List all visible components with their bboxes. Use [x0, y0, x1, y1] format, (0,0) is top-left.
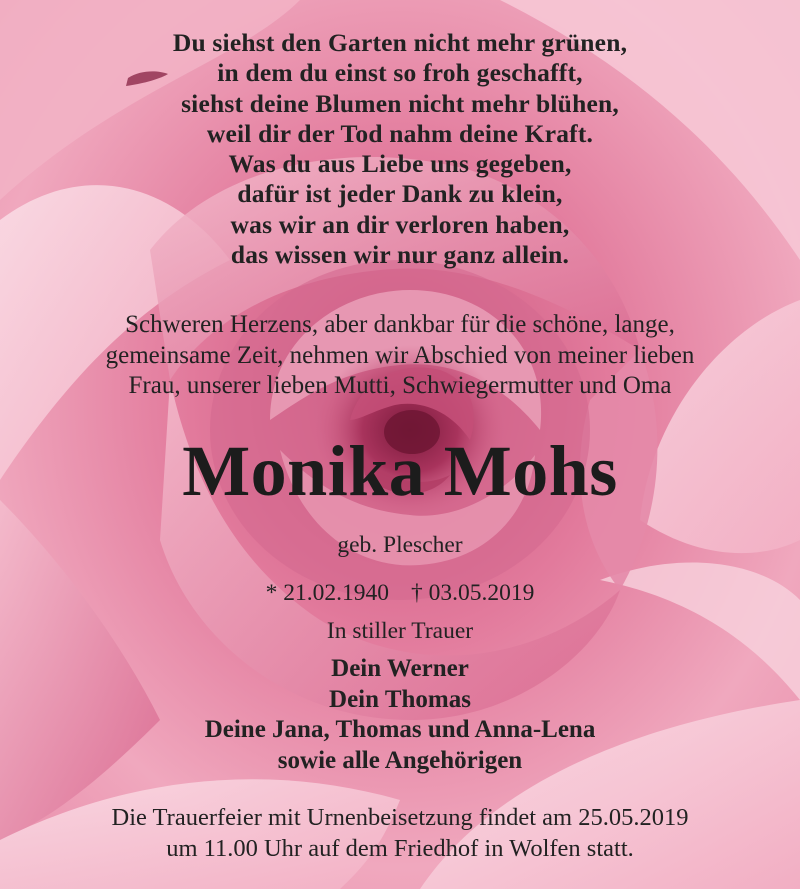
- intro-line: gemeinsame Zeit, nehmen wir Abschied von meiner lieben: [105, 341, 695, 369]
- mourner: Dein Thomas: [329, 685, 471, 713]
- funeral-line: um 11.00 Uhr auf dem Friedhof in Wolfen statt.: [166, 835, 634, 862]
- intro-line: Schweren Herzens, aber dankbar für die schöne, lange,: [125, 311, 675, 338]
- death-date: † 03.05.2019: [411, 580, 535, 606]
- mourner: sowie alle Angehörigen: [277, 746, 523, 774]
- birth-date: * 21.02.1940: [265, 580, 389, 606]
- poem-line: weil dir der Tod nahm deine Kraft.: [206, 118, 594, 148]
- poem-line: in dem du einst so froh geschafft,: [217, 58, 583, 88]
- deceased-name: Monika Mohs: [182, 431, 618, 511]
- poem-line: dafür ist jeder Dank zu klein,: [237, 179, 563, 209]
- mourners-list: [0, 654, 800, 776]
- mourner: Dein Werner: [331, 655, 469, 682]
- funeral-line: Die Trauerfeier mit Urnenbeisetzung findet am 25.05.2019: [111, 804, 689, 831]
- poem: [0, 28, 800, 270]
- mourning-line: In stiller Trauer: [326, 618, 474, 644]
- mourner: Deine Jana, Thomas und Anna-Lena: [204, 716, 596, 743]
- poem-line: Du siehst den Garten nicht mehr grünen,: [172, 28, 628, 57]
- poem-line: siehst deine Blumen nicht mehr blühen,: [181, 88, 619, 118]
- poem-line: Was du aus Liebe uns gegeben,: [228, 149, 572, 179]
- funeral-info: [0, 802, 800, 864]
- life-dates: [0, 578, 800, 608]
- birth-name: geb. Plescher: [337, 532, 463, 558]
- intro-line: Frau, unserer lieben Mutti, Schwiegermutter und Oma: [128, 372, 672, 399]
- poem-line: was wir an dir verloren haben,: [230, 209, 570, 239]
- farewell-intro: [0, 310, 800, 402]
- poem-line: das wissen wir nur ganz allein.: [230, 240, 570, 270]
